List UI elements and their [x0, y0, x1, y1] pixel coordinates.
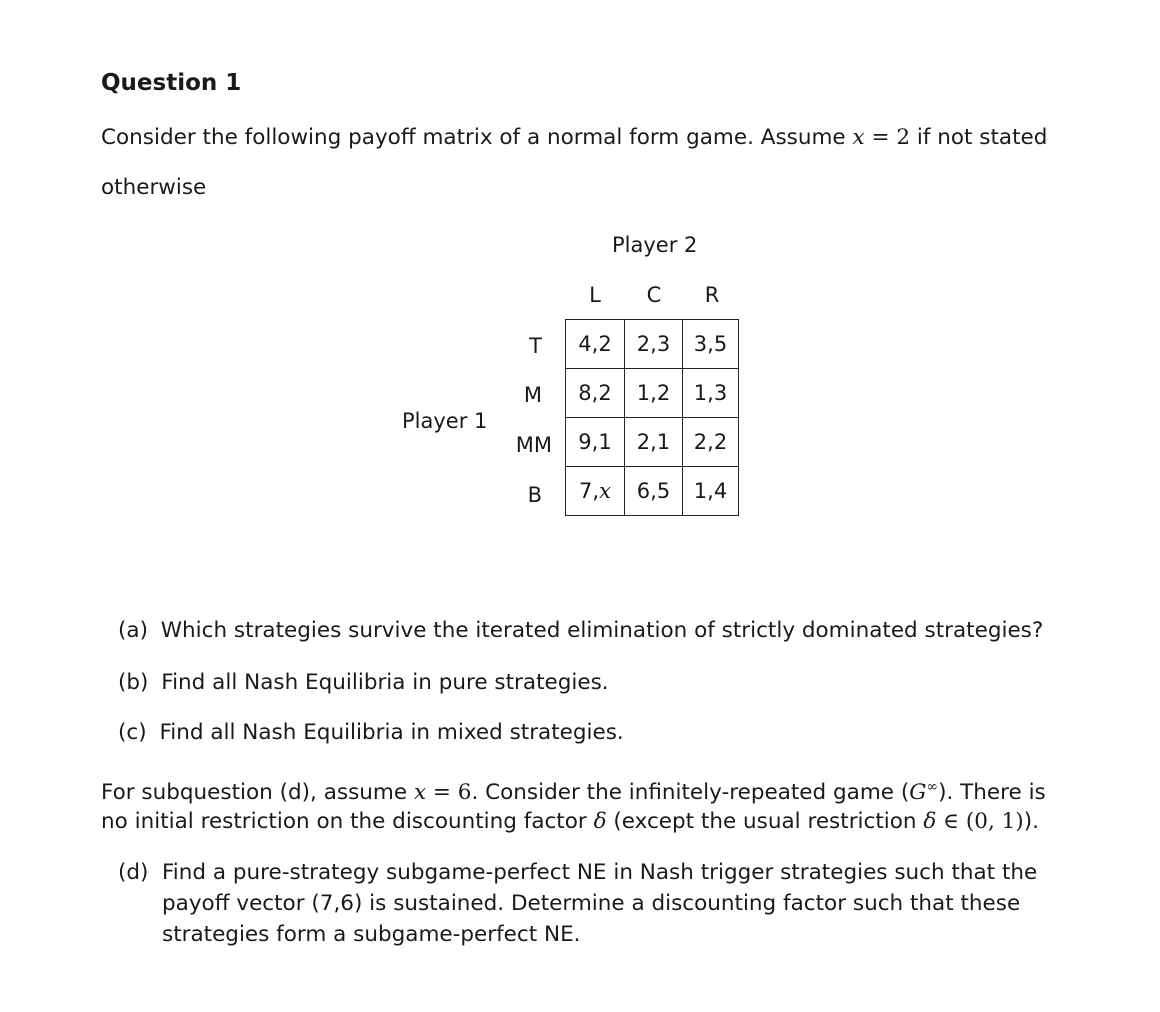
row-header-m: M: [523, 383, 542, 407]
subquestion-label: (a): [118, 618, 148, 643]
matrix-row-b: [566, 467, 739, 516]
payoff-cell: 2,1: [625, 418, 683, 467]
intro-equals: = 2: [864, 125, 911, 150]
payoff-cell: 2,2: [683, 418, 739, 467]
part-d-line-2: payoff vector (7,6) is sustained. Determine a discounting factor such that these: [162, 891, 1021, 916]
column-header-l: L: [589, 283, 601, 307]
intro-variable-x: x: [852, 125, 865, 150]
player-2-label: Player 2: [612, 233, 698, 257]
subquestion-b: [118, 670, 609, 695]
matrix-row-m: [566, 369, 739, 418]
payoff-cell: 8,2: [566, 369, 625, 418]
payoff-cell: 3,5: [683, 320, 739, 369]
part-d-intro-text: ).: [1023, 809, 1039, 834]
part-d-intro-text: ). There is: [938, 780, 1046, 806]
part-d-equals: = 6: [426, 780, 472, 806]
payoff-cell: 4,2: [566, 320, 625, 369]
payoff-cell-with-variable: 7,x: [566, 467, 625, 516]
subquestion-c: [118, 720, 624, 745]
subquestion-text: Which strategies survive the iterated elimination of strictly dominated strategies?: [160, 618, 1044, 643]
intro-text: Consider the following payoff matrix of a normal form game. Assume: [101, 125, 846, 150]
column-header-r: R: [704, 283, 720, 307]
payoff-cell: 2,3: [625, 320, 683, 369]
subquestion-text: Find all Nash Equilibria in mixed strategies.: [159, 720, 624, 745]
part-d-label: (d): [118, 860, 149, 885]
payoff-cell: 1,2: [625, 369, 683, 418]
infinity-superscript: ∞: [926, 779, 939, 795]
payoff-matrix: [565, 319, 739, 516]
discount-factor-symbol: δ: [923, 809, 937, 834]
subquestion-label: (c): [118, 720, 147, 745]
part-d-variable-x: x: [413, 780, 427, 806]
intro-tail: if not stated: [910, 125, 1048, 150]
payoff-cell: 9,1: [566, 418, 625, 467]
subquestion-label: (b): [118, 670, 149, 695]
part-d-intro-text: For subquestion (d), assume: [101, 780, 408, 806]
part-d-intro-line-2: [101, 809, 1039, 834]
payoff-cell: 1,4: [683, 467, 739, 516]
row-header-b: B: [527, 483, 542, 507]
discount-factor-symbol: δ: [593, 809, 607, 834]
intro-line-2: otherwise: [101, 175, 207, 200]
matrix-row-t: [566, 320, 739, 369]
part-d-line-1: Find a pure-strategy subgame-perfect NE in Nash trigger strategies such that the: [162, 860, 1038, 885]
question-title: Question 1: [101, 70, 242, 96]
subquestion-a: [118, 618, 1043, 643]
payoff-cell: 6,5: [625, 467, 683, 516]
intro-line-1: [101, 125, 1047, 150]
payoff-cell: 1,3: [683, 369, 739, 418]
column-header-c: C: [646, 283, 662, 307]
part-d-line-3: strategies form a subgame-perfect NE.: [162, 922, 581, 947]
row-header-mm: MM: [515, 433, 552, 457]
part-d-intro-text: no initial restriction on the discounting factor: [101, 809, 587, 834]
part-d-intro-line-1: [101, 779, 1046, 805]
row-header-t: T: [529, 334, 542, 358]
part-d-intro-text: (except the usual restriction: [606, 809, 917, 834]
matrix-row-mm: [566, 418, 739, 467]
subquestion-text: Find all Nash Equilibria in pure strategies.: [161, 670, 609, 695]
part-d-intro-text: . Consider the infinitely-repeated game (: [471, 780, 910, 806]
player-1-label: Player 1: [402, 409, 488, 433]
interval-expression: ∈ (0, 1): [936, 809, 1024, 834]
repeated-game-symbol: G: [909, 780, 927, 806]
